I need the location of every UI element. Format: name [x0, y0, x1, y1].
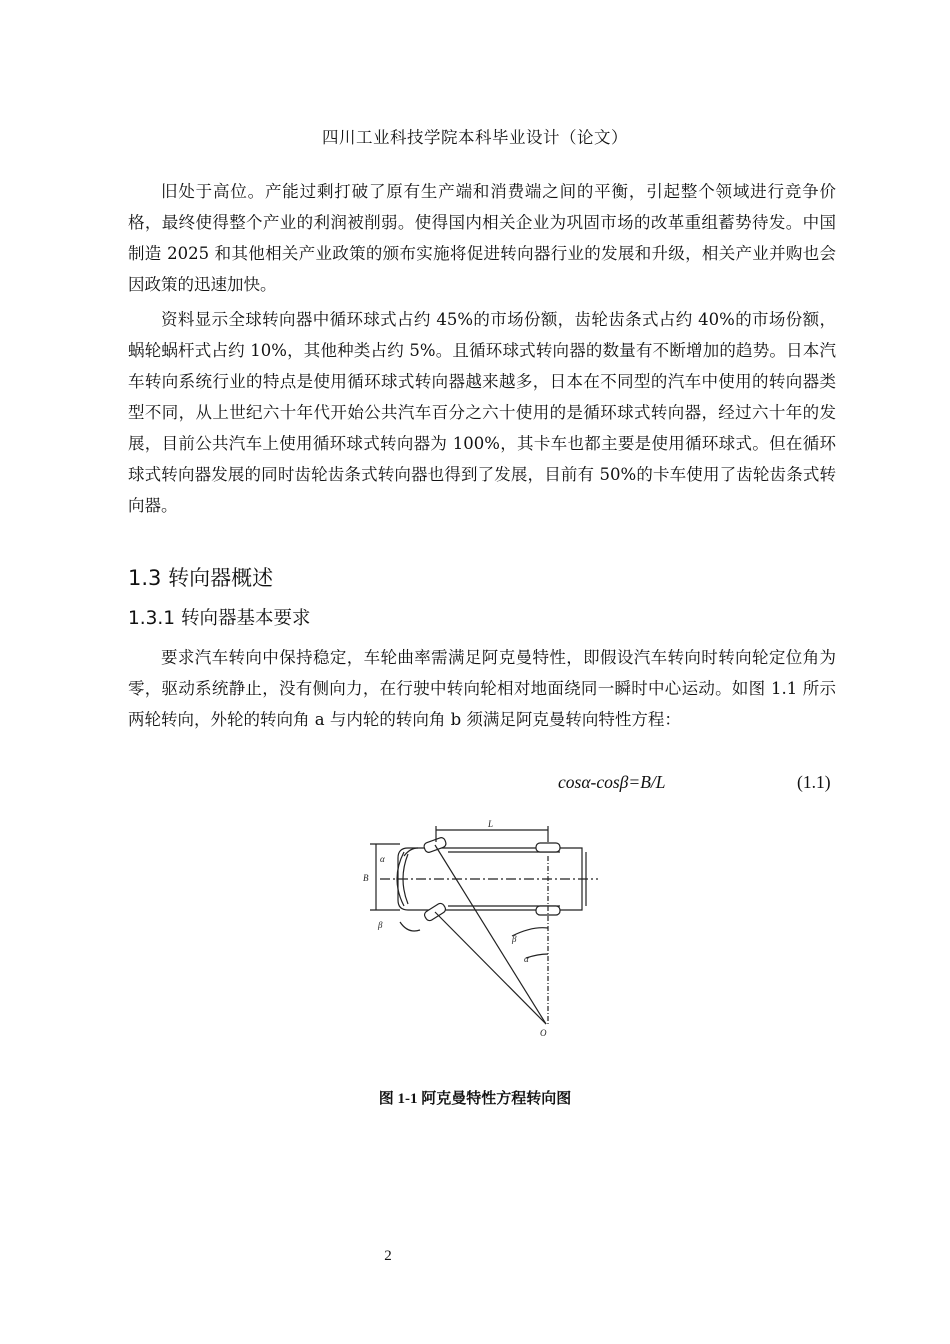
figure-caption: 图 1-1 阿克曼特性方程转向图: [378, 1091, 572, 1107]
subsection-heading: 1.3.1 转向器基本要求: [128, 608, 311, 629]
label-o: O: [540, 1028, 547, 1038]
label-beta-front: β: [378, 920, 383, 930]
page-number: 2: [384, 1248, 392, 1264]
alpha-arc-at-center: [526, 954, 548, 958]
label-alpha-center: α: [524, 954, 529, 964]
ackermann-steering-diagram: [360, 818, 600, 1040]
rear-left-wheel: [536, 843, 560, 852]
ackermann-equation: cosα-cosβ=B/L: [558, 772, 666, 792]
label-beta-center: β: [512, 934, 517, 944]
body-paragraph-2: 资料显示全球转向器中循环球式占约 45%的市场份额，齿轮齿条式占约 40%的市场份额，蜗轮蜗杆式占约 10%，其他种类占约 5%。且循环球式转向器的数量有不断增加的趋势。日本汽车转向系统行业的特点是使用循环球式转向器越来越多，日本在不同型的汽车中使用的转向器类型不同，从上世纪六十年代开始公共汽车百分之六十使用的是循环球式转向器，经过六十年的发展，目前公共汽车上使用循环球式转向器为 100%，其卡车也都主要是使用循环球式。但在循环球式转向器发展的同时齿轮齿条式转向器也得到了发展，目前有 50%的卡车使用了齿轮齿条式转向器。: [128, 310, 836, 515]
alpha-arc-front: [404, 848, 418, 856]
outer-wheel-radius-line: [435, 845, 546, 1024]
body-paragraph-3: 要求汽车转向中保持稳定，车轮曲率需满足阿克曼特性，即假设汽车转向时转向轮定位角为零，驱动系统静止，没有侧向力，在行驶中转向轮相对地面绕同一瞬时中心运动。如图 1.1 所示两轮转向，外轮的转向角 a 与内轮的转向角 b 须满足阿克曼转向特性方程：: [128, 648, 836, 729]
section-heading: 1.3 转向器概述: [128, 566, 274, 590]
body-paragraph-1: 旧处于高位。产能过剩打破了原有生产端和消费端之间的平衡，引起整个领域进行竞争价格，最终使得整个产业的利润被削弱。使得国内相关企业为巩固市场的改革重组蓄势待发。中国制造 2025 和其他相关产业政策的颁布实施将促进转向器行业的发展和升级，相关产业并购也会因政策的迅速加快。: [128, 182, 836, 294]
beta-arc-front: [400, 922, 420, 931]
page-header: 四川工业科技学院本科毕业设计（论文）: [322, 128, 628, 147]
label-l: L: [488, 819, 494, 829]
beta-arc-at-center: [512, 928, 548, 936]
equation-number: (1.1): [797, 772, 831, 792]
label-alpha-front: α: [380, 854, 385, 864]
label-b: B: [363, 873, 369, 883]
